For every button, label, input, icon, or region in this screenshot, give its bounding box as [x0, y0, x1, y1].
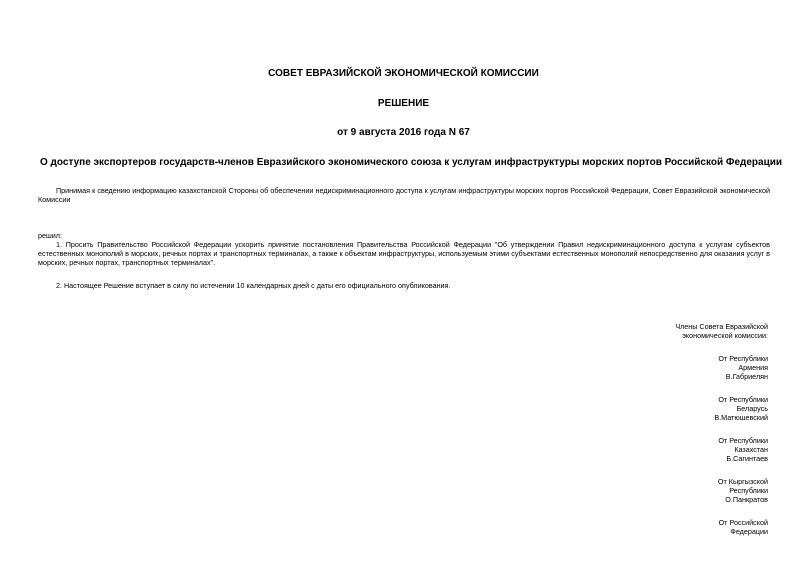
signatory-line: Казахстан — [734, 445, 768, 454]
signatory-line: От Республики — [718, 354, 768, 363]
signatory-kyrgyzstan — [568, 477, 768, 504]
signatory-russia — [568, 518, 768, 536]
signatory-line: О.Панкратов — [725, 495, 768, 504]
signatory-belarus — [568, 395, 768, 422]
organization-heading: СОВЕТ ЕВРАЗИЙСКОЙ ЭКОНОМИЧЕСКОЙ КОМИССИИ — [268, 68, 539, 79]
signatory-line: От Республики — [718, 395, 768, 404]
signatory-line: От Республики — [718, 436, 768, 445]
signature-intro-line: экономической комиссии: — [682, 331, 768, 340]
signatory-line: Б.Сагинтаев — [726, 454, 768, 463]
signatory-kazakhstan — [568, 436, 768, 463]
signatory-line: От Кыргызской — [717, 477, 768, 486]
signatory-line: От Российской — [718, 518, 768, 527]
document-title: О доступе экспортеров государств-членов Евразийского экономического союза к услугам инфраструктуры морских портов Российской Федерации — [40, 157, 783, 168]
decision-item-2: 2. Настоящее Решение вступает в силу по истечении 10 календарных дней с даты его официального опубликования. — [56, 281, 451, 290]
signatory-line: Федерации — [730, 527, 768, 536]
document-type-heading: РЕШЕНИЕ — [377, 98, 430, 109]
date-number-heading: от 9 августа 2016 года N 67 — [337, 127, 470, 138]
signatory-line: В.Габриелян — [725, 372, 768, 381]
signature-intro — [568, 322, 768, 340]
signatory-armenia — [568, 354, 768, 381]
decision-item-1: 1. Просить Правительство Российской Федерации ускорить принятие постановления Правительства Российской Федерации "Об утверждении Правил недискриминационного доступа к услугам субъектов естественных монополий в морских, речных портах и транспортных терминалах, а также к объектам инфраструктуры, используемым этими субъектами естественных монополий непосредственно для оказания услуг в морских, речных портах, транспортных терминалах". — [38, 240, 770, 267]
signatory-line: Армения — [738, 363, 768, 372]
signatory-line: Республики — [729, 486, 768, 495]
decided-label: решил: — [38, 231, 62, 240]
signatory-line: Беларусь — [736, 404, 768, 413]
signatory-line: В.Матюшевский — [714, 413, 768, 422]
signature-intro-line: Члены Совета Евразийской — [675, 322, 768, 331]
preamble-paragraph: Принимая к сведению информацию казахстанской Стороны об обеспечении недискриминационного доступа к услугам инфраструктуры морских портов Российской Федерации, Совет Евразийской экономической Комиссии — [38, 186, 770, 204]
signature-block — [568, 322, 768, 550]
